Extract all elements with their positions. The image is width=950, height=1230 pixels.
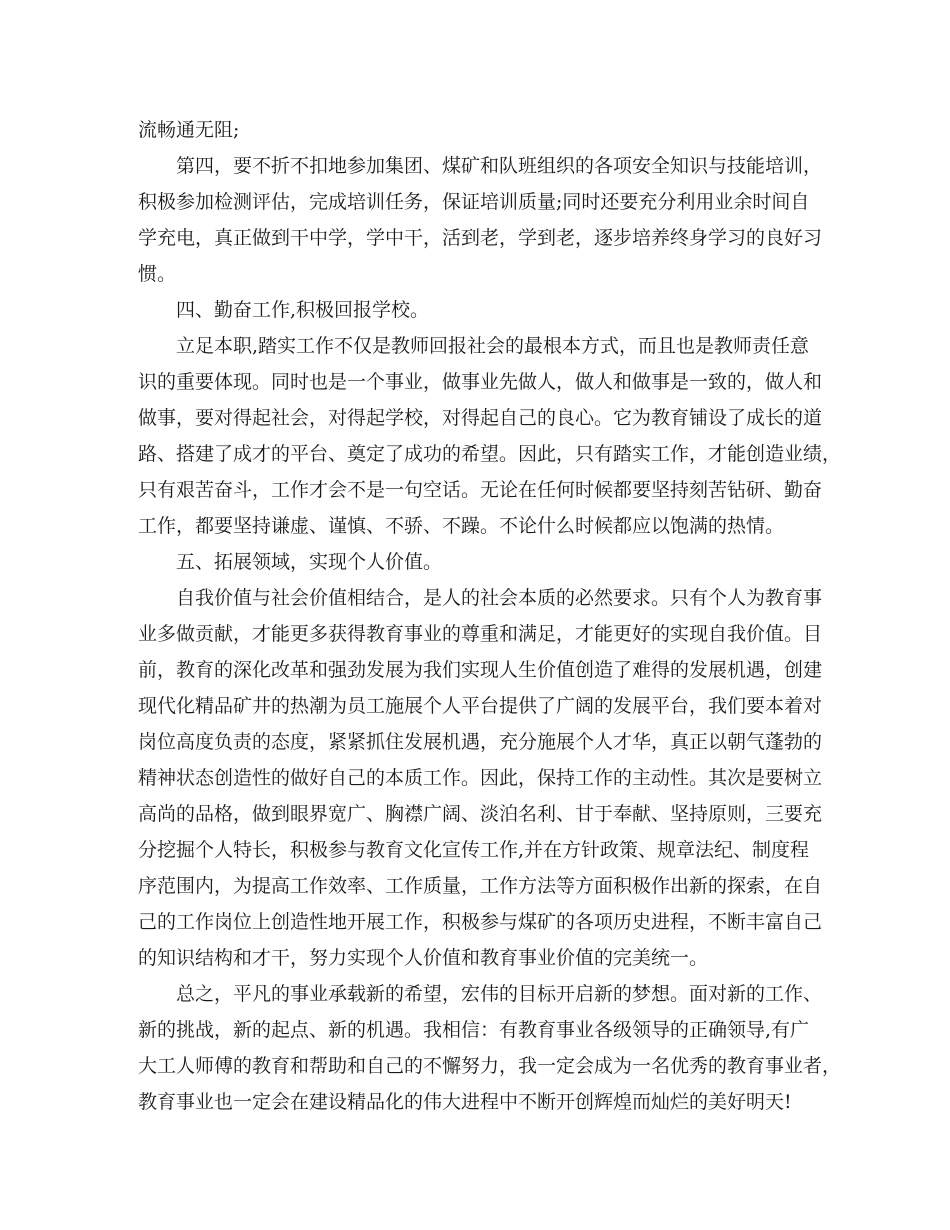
text-line: 序范围内，为提高工作效率、工作质量，工作方法等方面积极作出新的探索，在自 xyxy=(138,875,823,897)
paragraph-first-line: 总之，平凡的事业承载新的希望，宏伟的目标开启新的梦想。面对新的工作、 xyxy=(176,983,823,1005)
text-line: 流畅通无阻; xyxy=(138,119,240,141)
text-line: 做事，要对得起社会，对得起学校，对得起自己的良心。它为教育铺设了成长的道 xyxy=(138,407,823,429)
text-line: 教育事业也一定会在建设精品化的伟大进程中不断开创辉煌而灿烂的美好明天! xyxy=(138,1091,792,1113)
text-line: 高尚的品格，做到眼界宽广、胸襟广阔、淡泊名利、甘于奉献、坚持原则，三要充 xyxy=(138,803,823,825)
text-line: 现代化精品矿井的热潮为员工施展个人平台提供了广阔的发展平台，我们要本着对 xyxy=(138,695,823,717)
text-line: 业多做贡献，才能更多获得教育事业的尊重和满足，才能更好的实现自我价值。目 xyxy=(138,623,823,645)
section-heading: 五、拓展领域，实现个人价值。 xyxy=(176,551,443,573)
section-heading: 四、勤奋工作,积极回报学校。 xyxy=(176,299,430,321)
text-line: 学充电，真正做到干中学，学中干，活到老，学到老，逐步培养终身学习的良好习 xyxy=(138,227,823,249)
text-line: 分挖掘个人特长，积极参与教育文化宣传工作,并在方针政策、规章法纪、制度程 xyxy=(138,839,810,861)
paragraph-first-line: 第四，要不折不扣地参加集团、煤矿和队班组织的各项安全知识与技能培训， xyxy=(176,155,823,177)
text-line: 前，教育的深化改革和强劲发展为我们实现人生价值创造了难得的发展机遇，创建 xyxy=(138,659,823,681)
paragraph-first-line: 立足本职,踏实工作不仅是教师回报社会的最根本方式，而且也是教师责任意 xyxy=(176,335,810,357)
text-line: 只有艰苦奋斗，工作才会不是一句空话。无论在任何时候都要坚持刻苦钻研、勤奋 xyxy=(138,479,823,501)
text-line: 岗位高度负责的态度，紧紧抓住发展机遇，充分施展个人才华，真正以朝气蓬勃的 xyxy=(138,731,823,753)
text-line: 识的重要体现。同时也是一个事业，做事业先做人，做人和做事是一致的，做人和 xyxy=(138,371,823,393)
paragraph-first-line: 自我价值与社会价值相结合，是人的社会本质的必然要求。只有个人为教育事 xyxy=(176,587,823,609)
text-line: 新的挑战，新的起点、新的机遇。我相信：有教育事业各级领导的正确领导,有广 xyxy=(138,1019,810,1041)
text-line: 路、搭建了成才的平台、奠定了成功的希望。因此，只有踏实工作，才能创造业绩， xyxy=(138,443,842,465)
text-line: 大工人师傅的教育和帮助和自己的不懈努力，我一定会成为一名优秀的教育事业者， xyxy=(138,1055,842,1077)
text-line: 积极参加检测评估，完成培训任务，保证培训质量;同时还要充分利用业余时间自 xyxy=(138,191,810,213)
text-line: 惯。 xyxy=(138,263,177,285)
text-line: 工作，都要坚持谦虚、谨慎、不骄、不躁。不论什么时候都应以饱满的热情。 xyxy=(138,515,785,537)
text-line: 精神状态创造性的做好自己的本质工作。因此，保持工作的主动性。其次是要树立 xyxy=(138,767,823,789)
text-line: 己的工作岗位上创造性地开展工作，积极参与煤矿的各项历史进程，不断丰富自己 xyxy=(138,911,823,933)
text-line: 的知识结构和才干，努力实现个人价值和教育事业价值的完美统一。 xyxy=(138,947,709,969)
